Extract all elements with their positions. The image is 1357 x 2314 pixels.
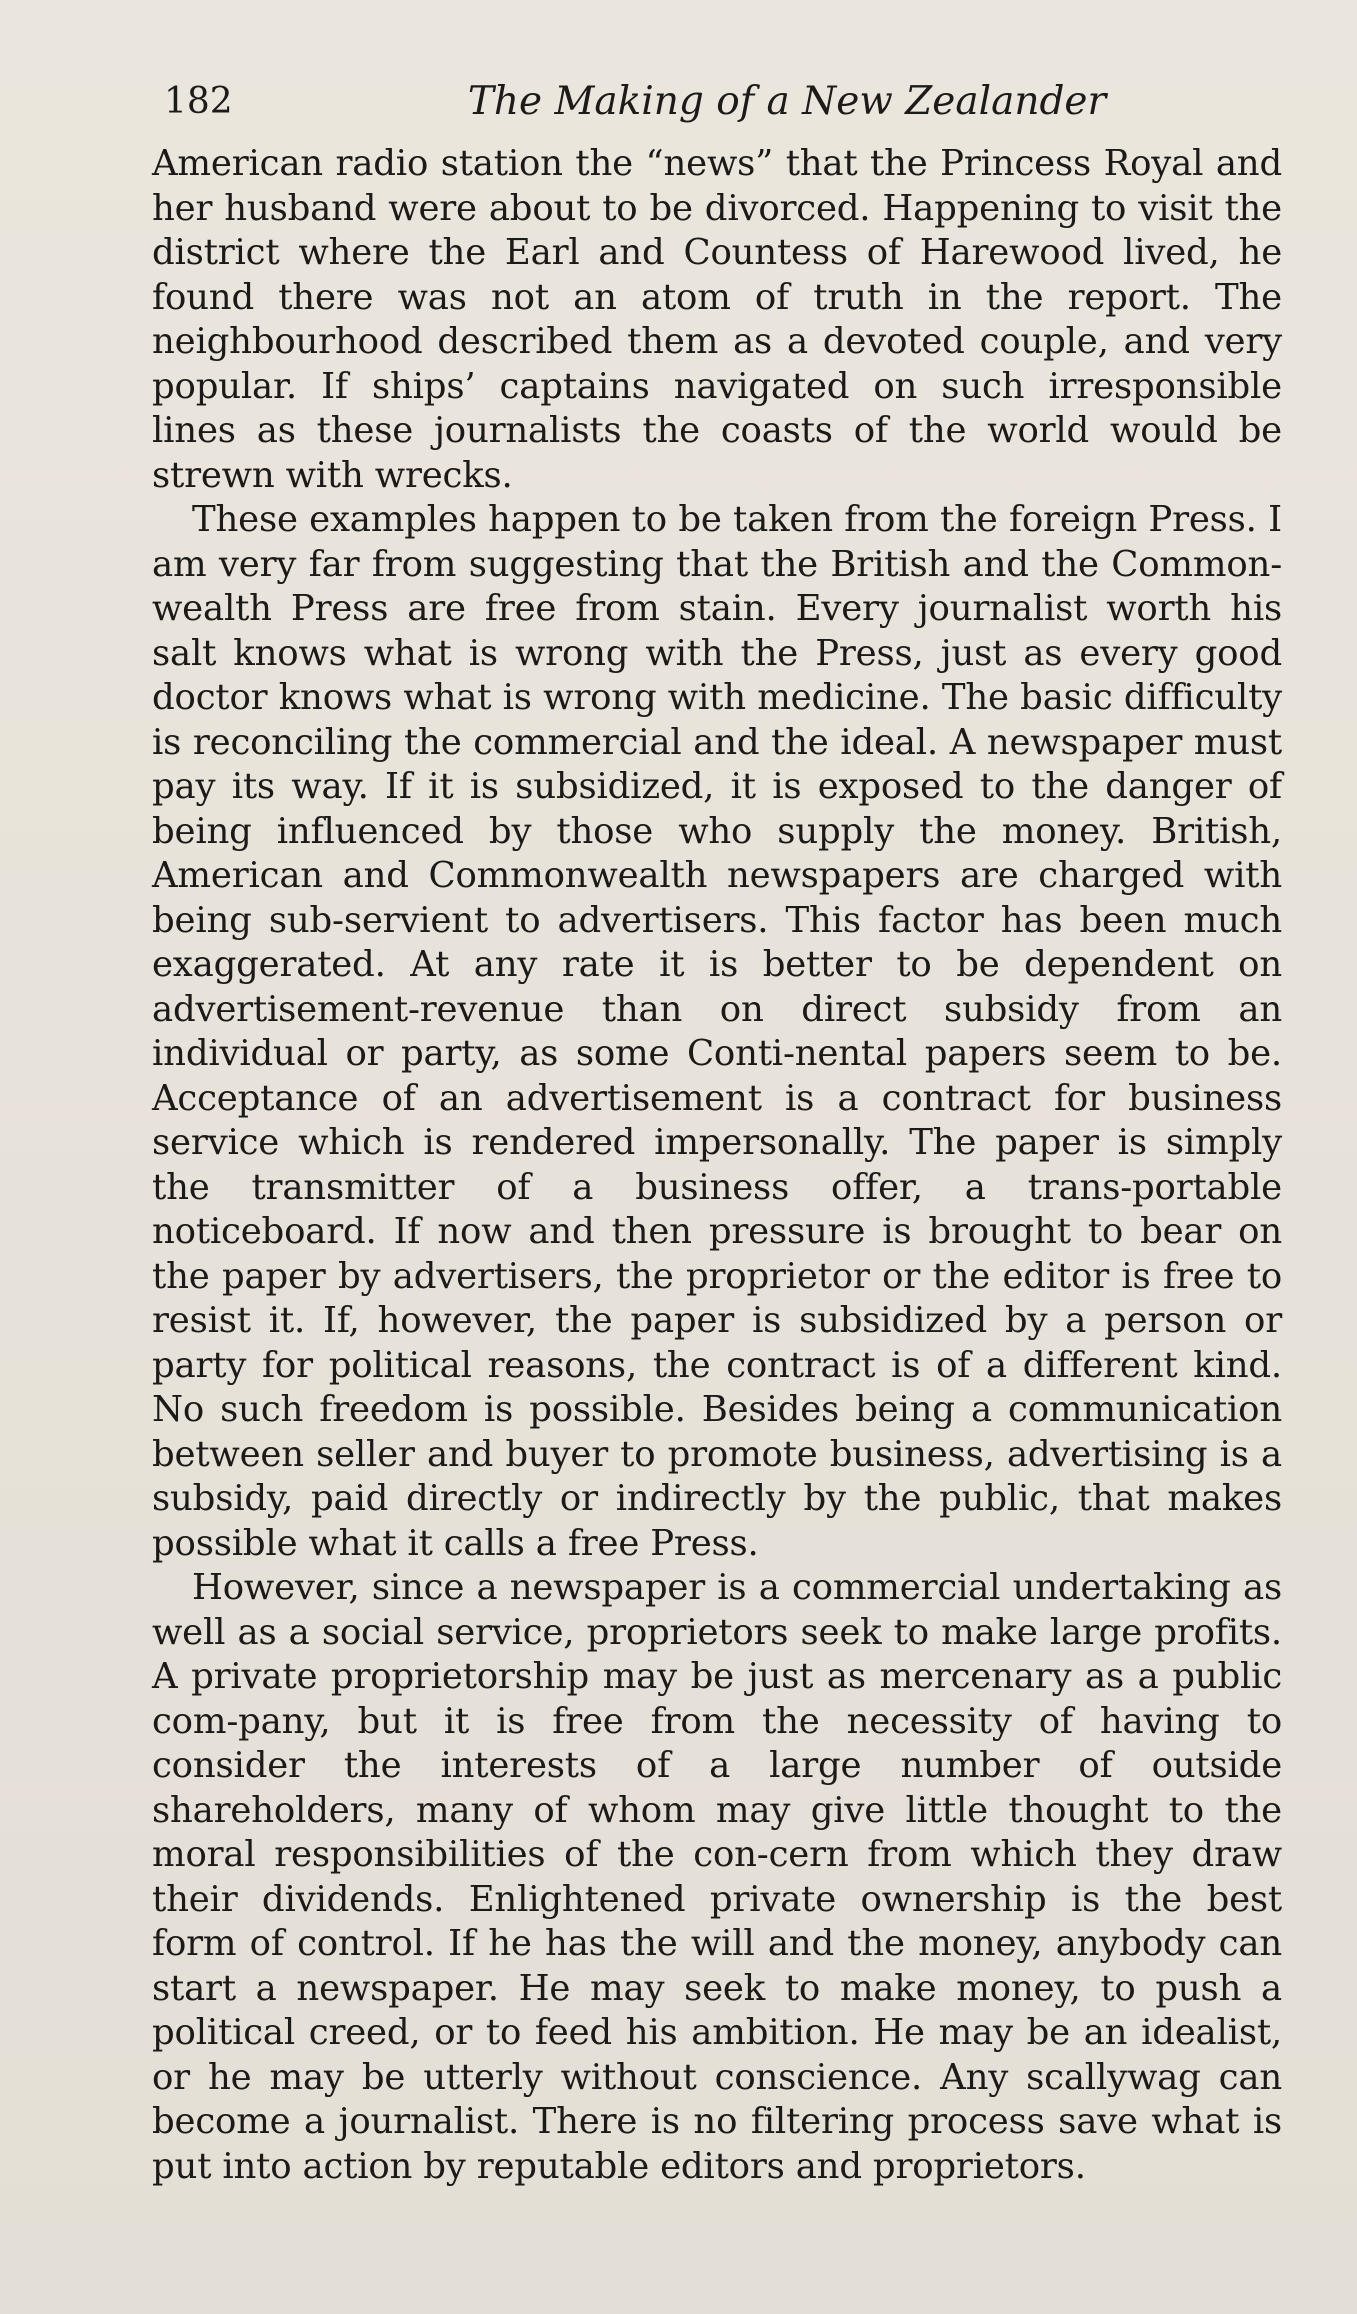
paragraph: These examples happen to be taken from the foreign Press. I am very far from suggesting that the British and the Common-wealth Press are free from stain. Every journalist worth his salt knows what is wrong with the Press, just as every good doctor knows what is wrong with medicine. The basic difficulty is reconciling the commercial and the ideal. A newspaper must pay its way. If it is subsidized, it is exposed to the danger of being influenced by those who supply the money. British, American and Commonwealth newspapers are charged with being sub-servient to advertisers. This factor has been much exaggerated. At any rate it is better to be dependent on advertisement-revenue than on direct subsidy from an individual or party, as some Conti-nental papers seem to be. Acceptance of an advertisement is a contract for business service which is rendered impersonally. The paper is simply the transmitter of a business offer, a trans-portable noticeboard. If now and then pressure is brought to bear on the paper by advertisers, the proprietor or the editor is free to resist it. If, however, the paper is subsidized by a person or party for political reasons, the contract is of a different kind. No such freedom is possible. Besides being a communication between seller and buyer to promote business, advertising is a subsidy, paid directly or indirectly by the public, that makes possible what it calls a free Press.	[152, 499, 1282, 1564]
page-number: 182	[164, 81, 233, 122]
paragraph: American radio station the “news” that the Princess Royal and her husband were about to be divorced. Happening to visit the district where the Earl and Countess of Harewood lived, he found there was not an atom of truth in the report. The neighbourhood described them as a devoted couple, and very popular. If ships’ captains navigated on such irresponsible lines as these journalists the coasts of the world would be strewn with wrecks.	[152, 143, 1282, 496]
page-body	[152, 142, 1282, 2189]
running-head: The Making of a New Zealander	[467, 79, 1107, 124]
paragraph: However, since a newspaper is a commercial undertaking as well as a social service, proprietors seek to make large profits. A private proprietorship may be just as mercenary as a public com-pany, but it is free from the necessity of having to consider the interests of a large number of outside shareholders, many of whom may give little thought to the moral responsibilities of the con-cern from which they draw their dividends. Enlightened private ownership is the best form of control. If he has the will and the money, anybody can start a newspaper. He may seek to make money, to push a political creed, or to feed his ambition. He may be an idealist, or he may be utterly without conscience. Any scallywag can become a journalist. There is no filtering process save what is put into action by reputable editors and proprietors.	[152, 1567, 1282, 2187]
page-header	[152, 72, 1282, 132]
